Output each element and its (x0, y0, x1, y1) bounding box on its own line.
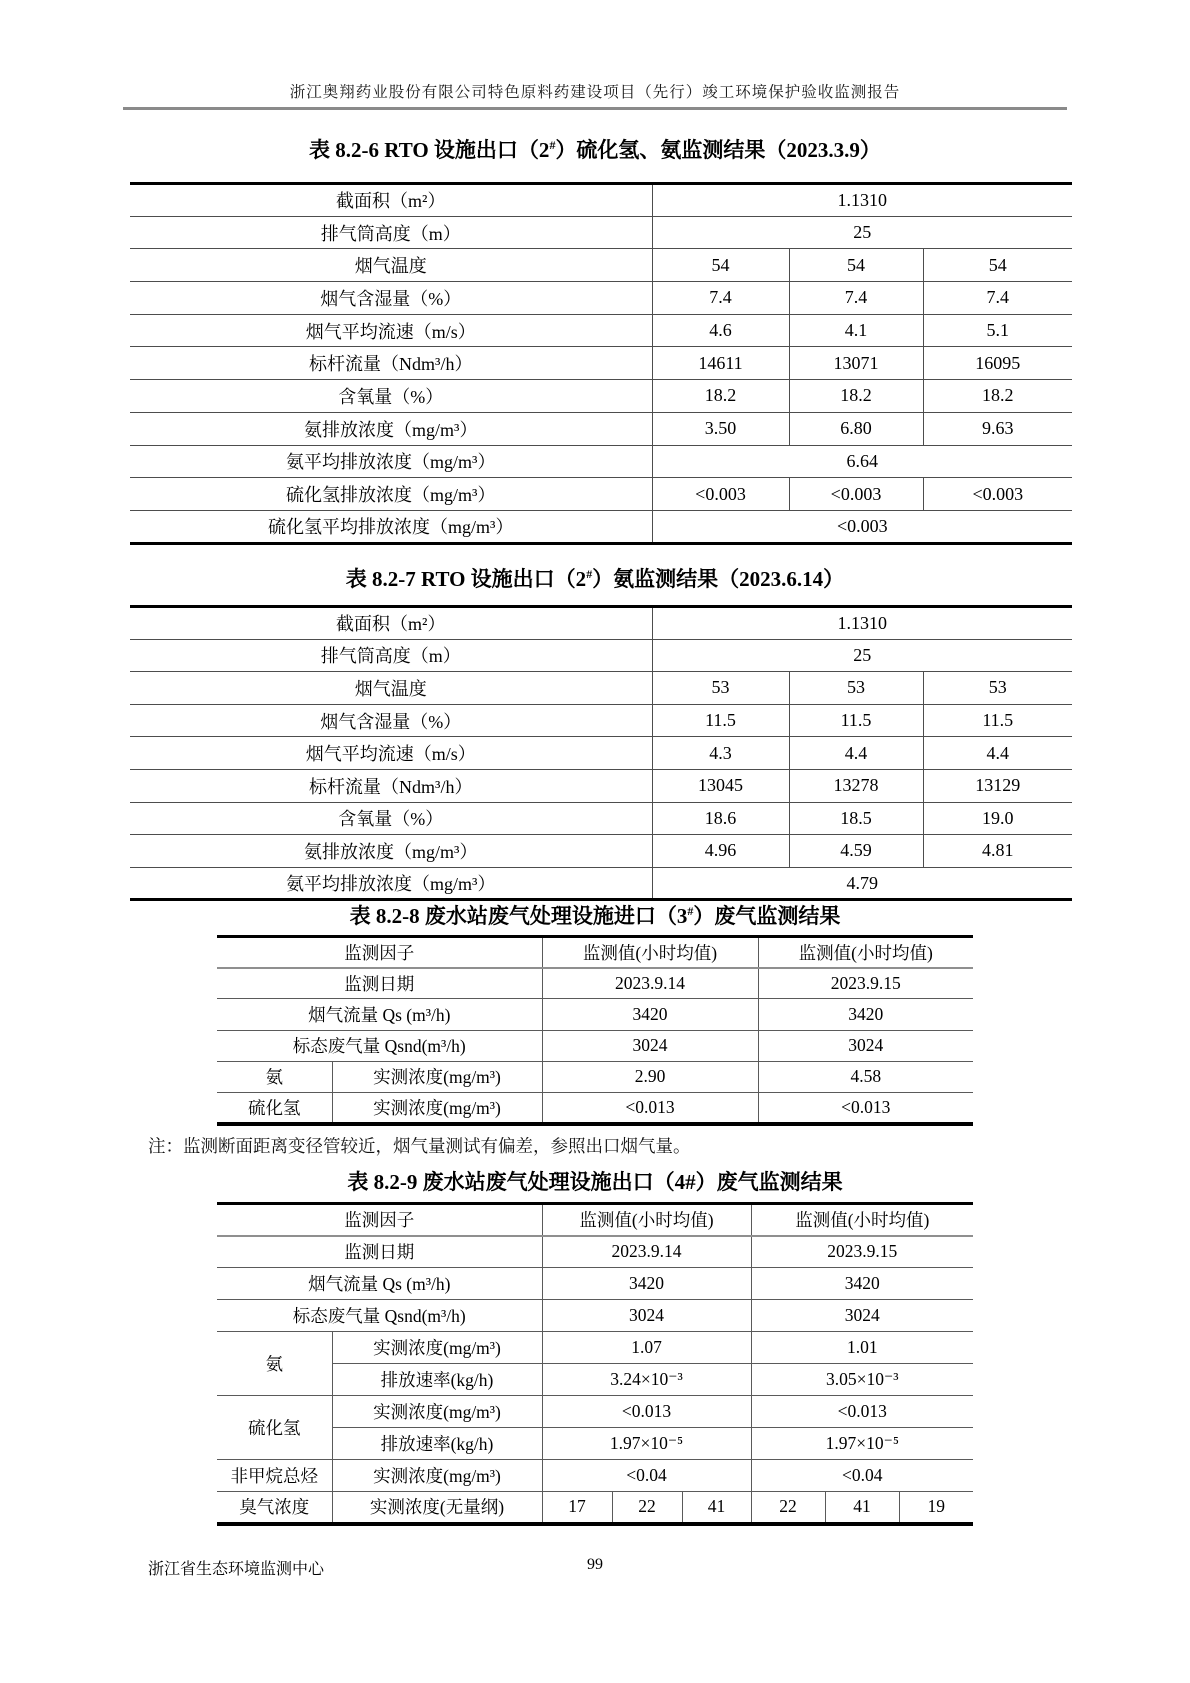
group-label: 非甲烷总烃 (217, 1460, 332, 1492)
value-cell: 3420 (758, 999, 973, 1030)
row-label: 监测日期 (217, 1236, 542, 1268)
value-cell: 13278 (789, 769, 923, 802)
value-cell: 53 (923, 672, 1072, 705)
value-cell: 19 (899, 1492, 973, 1524)
value-cell: 18.5 (789, 802, 923, 835)
table-row (217, 1236, 973, 1268)
row-label: 氨平均排放浓度（mg/m³） (130, 445, 652, 478)
value-cell: 19.0 (923, 802, 1072, 835)
row-label: 烟气平均流速（m/s） (130, 737, 652, 770)
value-cell: 1.97×10⁻⁵ (542, 1428, 751, 1460)
table-row (130, 737, 1072, 770)
value-cell: 18.2 (923, 380, 1072, 413)
group-label: 臭气浓度 (239, 1497, 310, 1518)
value-cell: 1.01 (751, 1332, 973, 1364)
table-8-2-6 (130, 182, 1072, 545)
value-cell: 11.5 (789, 704, 923, 737)
row-label: 排气筒高度（m） (130, 216, 652, 249)
row-label: 标态废气量 Qsnd(m³/h) (217, 1300, 542, 1332)
value-cell: 2023.9.15 (758, 968, 973, 999)
sub-label: 实测浓度(mg/m³) (332, 1061, 542, 1092)
value-cell: 2.90 (542, 1061, 758, 1092)
group-label: 氨 (217, 1332, 332, 1396)
row-label: 烟气流量 Qs (m³/h) (217, 999, 542, 1030)
value-cell: 53 (789, 672, 923, 705)
table-row (130, 769, 1072, 802)
value-cell: <0.04 (542, 1460, 751, 1492)
value-cell: 18.6 (652, 802, 789, 835)
table-row (217, 1460, 973, 1492)
table-row (130, 639, 1072, 672)
value-cell: 13045 (652, 769, 789, 802)
value-cell: 22 (751, 1492, 825, 1524)
table-row (217, 1268, 973, 1300)
sub-label: 实测浓度(无量纲) (332, 1492, 542, 1524)
row-label: 烟气含湿量（%） (130, 704, 652, 737)
value-cell: 1.97×10⁻⁵ (751, 1428, 973, 1460)
table-row (130, 478, 1072, 511)
table-row (130, 249, 1072, 282)
value-cell: 41 (825, 1492, 899, 1524)
value-cell: 6.80 (789, 412, 923, 445)
value-cell: 54 (652, 249, 789, 282)
table-header-row (217, 937, 973, 968)
value-cell: 1.07 (542, 1332, 751, 1364)
value-cell: 4.59 (789, 835, 923, 868)
merged-value: 4.79 (652, 867, 1072, 900)
table-row (130, 314, 1072, 347)
table-8-2-6-title (0, 134, 1190, 164)
value-cell: 54 (923, 249, 1072, 282)
document-header: 浙江奥翔药业股份有限公司特色原料药建设项目（先行）竣工环境保护验收监测报告 (289, 84, 901, 101)
row-label: 烟气含湿量（%） (130, 282, 652, 315)
sub-label: 实测浓度(mg/m³) (332, 1092, 542, 1123)
merged-value: <0.003 (652, 510, 1072, 543)
row-label: 硫化氢排放浓度（mg/m³） (130, 478, 652, 511)
value-cell: 7.4 (923, 282, 1072, 315)
row-label: 截面积（m²） (130, 184, 652, 217)
value-cell: <0.003 (923, 478, 1072, 511)
row-label: 标杆流量（Ndm³/h） (130, 769, 652, 802)
sub-label: 实测浓度(mg/m³) (332, 1332, 542, 1364)
row-label: 含氧量（%） (130, 380, 652, 413)
value-cell: 3024 (542, 1300, 751, 1332)
table-row (130, 216, 1072, 249)
row-label: 标杆流量（Ndm³/h） (130, 347, 652, 380)
table-row (130, 704, 1072, 737)
table-row (130, 380, 1072, 413)
footer-organization: 浙江省生态环境监测中心 (148, 1561, 325, 1578)
column-header: 监测值(小时均值) (751, 1204, 973, 1236)
value-cell: 14611 (652, 347, 789, 380)
value-cell: 3.24×10⁻³ (542, 1364, 751, 1396)
group-label: 硫化氢 (217, 1396, 332, 1460)
header-rule (123, 107, 1067, 110)
value-cell: 4.4 (923, 737, 1072, 770)
row-label: 烟气温度 (130, 249, 652, 282)
value-cell: 4.58 (758, 1061, 973, 1092)
table-8-2-9-title: 表 8.2-9 废水站废气处理设施出口（4#）废气监测结果 (347, 1170, 843, 1194)
title-text: 表 8.2-8 废水站废气处理设施进口（3 (349, 904, 688, 928)
table-row (217, 1332, 973, 1364)
value-cell: 4.96 (652, 835, 789, 868)
merged-value: 25 (652, 216, 1072, 249)
table-row (130, 445, 1072, 478)
row-label: 监测日期 (217, 968, 542, 999)
table-row (130, 184, 1072, 217)
value-cell: 7.4 (652, 282, 789, 315)
value-cell: 4.4 (789, 737, 923, 770)
sub-label: 排放速率(kg/h) (332, 1364, 542, 1396)
value-cell: <0.013 (542, 1092, 758, 1123)
table-row (217, 1396, 973, 1428)
sub-label: 排放速率(kg/h) (332, 1428, 542, 1460)
table-row (130, 347, 1072, 380)
table-8-2-7-title (0, 563, 1190, 593)
row-label: 含氧量（%） (130, 802, 652, 835)
value-cell: 7.4 (789, 282, 923, 315)
value-cell: 18.2 (652, 380, 789, 413)
value-cell: 11.5 (923, 704, 1072, 737)
value-cell: 4.3 (652, 737, 789, 770)
value-cell: <0.003 (789, 478, 923, 511)
value-cell: 53 (652, 672, 789, 705)
table-row (217, 1061, 973, 1092)
row-label: 氨排放浓度（mg/m³） (130, 835, 652, 868)
row-label: 标态废气量 Qsnd(m³/h) (217, 1030, 542, 1061)
row-label: 氨平均排放浓度（mg/m³） (286, 874, 496, 895)
value-cell: <0.013 (751, 1396, 973, 1428)
value-cell: 9.63 (923, 412, 1072, 445)
value-cell: 4.6 (652, 314, 789, 347)
title-text: ）氨监测结果（2023.6.14） (592, 567, 845, 591)
value-cell: 2023.9.15 (751, 1236, 973, 1268)
table-row (217, 1092, 973, 1123)
row-label: 氨排放浓度（mg/m³） (130, 412, 652, 445)
table-note: 注：监测断面距离变径管较近，烟气量测试有偏差，参照出口烟气量。 (148, 1136, 691, 1156)
table-8-2-8-title (0, 900, 1190, 930)
value-cell: 3024 (751, 1300, 973, 1332)
title-text: 表 8.2-6 RTO 设施出口（2 (309, 138, 550, 162)
table-row (130, 867, 1072, 900)
value-cell: 3.05×10⁻³ (751, 1364, 973, 1396)
row-label: 烟气温度 (130, 672, 652, 705)
table-row (217, 1030, 973, 1061)
table-8-2-9 (217, 1202, 973, 1526)
merged-value: 1.1310 (652, 607, 1072, 640)
value-cell: 13071 (789, 347, 923, 380)
value-cell: 3420 (751, 1268, 973, 1300)
value-cell: 41 (682, 1492, 751, 1524)
row-label: 烟气平均流速（m/s） (130, 314, 652, 347)
merged-value: 1.1310 (652, 184, 1072, 217)
page-number: 99 (587, 1556, 603, 1573)
title-superscript: # (586, 567, 593, 581)
group-label: 氨 (217, 1061, 332, 1092)
title-superscript: # (687, 904, 694, 918)
value-cell: 18.2 (789, 380, 923, 413)
value-cell: <0.013 (542, 1396, 751, 1428)
value-cell: <0.003 (652, 478, 789, 511)
row-label: 硫化氢平均排放浓度（mg/m³） (268, 517, 514, 538)
table-row (217, 1300, 973, 1332)
sub-label: 实测浓度(mg/m³) (332, 1396, 542, 1428)
value-cell: <0.04 (751, 1460, 973, 1492)
sub-label: 实测浓度(mg/m³) (332, 1460, 542, 1492)
table-row (130, 510, 1072, 543)
group-label: 硫化氢 (248, 1097, 301, 1118)
table-row (130, 607, 1072, 640)
table-row (217, 1492, 973, 1524)
value-cell: 17 (542, 1492, 612, 1524)
column-header: 监测值(小时均值) (542, 937, 758, 968)
value-cell: 3.50 (652, 412, 789, 445)
value-cell: 22 (612, 1492, 682, 1524)
value-cell: 16095 (923, 347, 1072, 380)
table-row (130, 282, 1072, 315)
row-label: 截面积（m²） (130, 607, 652, 640)
value-cell: 3420 (542, 1268, 751, 1300)
table-row (130, 802, 1072, 835)
row-label: 排气筒高度（m） (130, 639, 652, 672)
title-superscript: # (549, 138, 556, 152)
column-header: 监测值(小时均值) (758, 937, 973, 968)
column-header: 监测因子 (217, 937, 542, 968)
value-cell: 4.81 (923, 835, 1072, 868)
value-cell: 5.1 (923, 314, 1072, 347)
value-cell: 3024 (542, 1030, 758, 1061)
value-cell: 2023.9.14 (542, 968, 758, 999)
table-row (217, 999, 973, 1030)
value-cell: 4.1 (789, 314, 923, 347)
table-header-row (217, 1204, 973, 1236)
table-8-2-7 (130, 605, 1072, 901)
title-text: ）硫化氢、氨监测结果（2023.3.9） (555, 138, 881, 162)
merged-value: 25 (652, 639, 1072, 672)
value-cell: 3420 (542, 999, 758, 1030)
row-label: 烟气流量 Qs (m³/h) (217, 1268, 542, 1300)
value-cell: 13129 (923, 769, 1072, 802)
title-text: ）废气监测结果 (693, 904, 841, 928)
table-row (217, 968, 973, 999)
column-header: 监测因子 (217, 1204, 542, 1236)
table-row (130, 412, 1072, 445)
value-cell: 3024 (758, 1030, 973, 1061)
table-8-2-8 (217, 935, 973, 1126)
column-header: 监测值(小时均值) (542, 1204, 751, 1236)
table-row (130, 672, 1072, 705)
value-cell: 54 (789, 249, 923, 282)
value-cell: 2023.9.14 (542, 1236, 751, 1268)
merged-value: 6.64 (652, 445, 1072, 478)
value-cell: 11.5 (652, 704, 789, 737)
title-text: 表 8.2-7 RTO 设施出口（2 (345, 567, 587, 591)
value-cell: <0.013 (758, 1092, 973, 1123)
table-row (130, 835, 1072, 868)
